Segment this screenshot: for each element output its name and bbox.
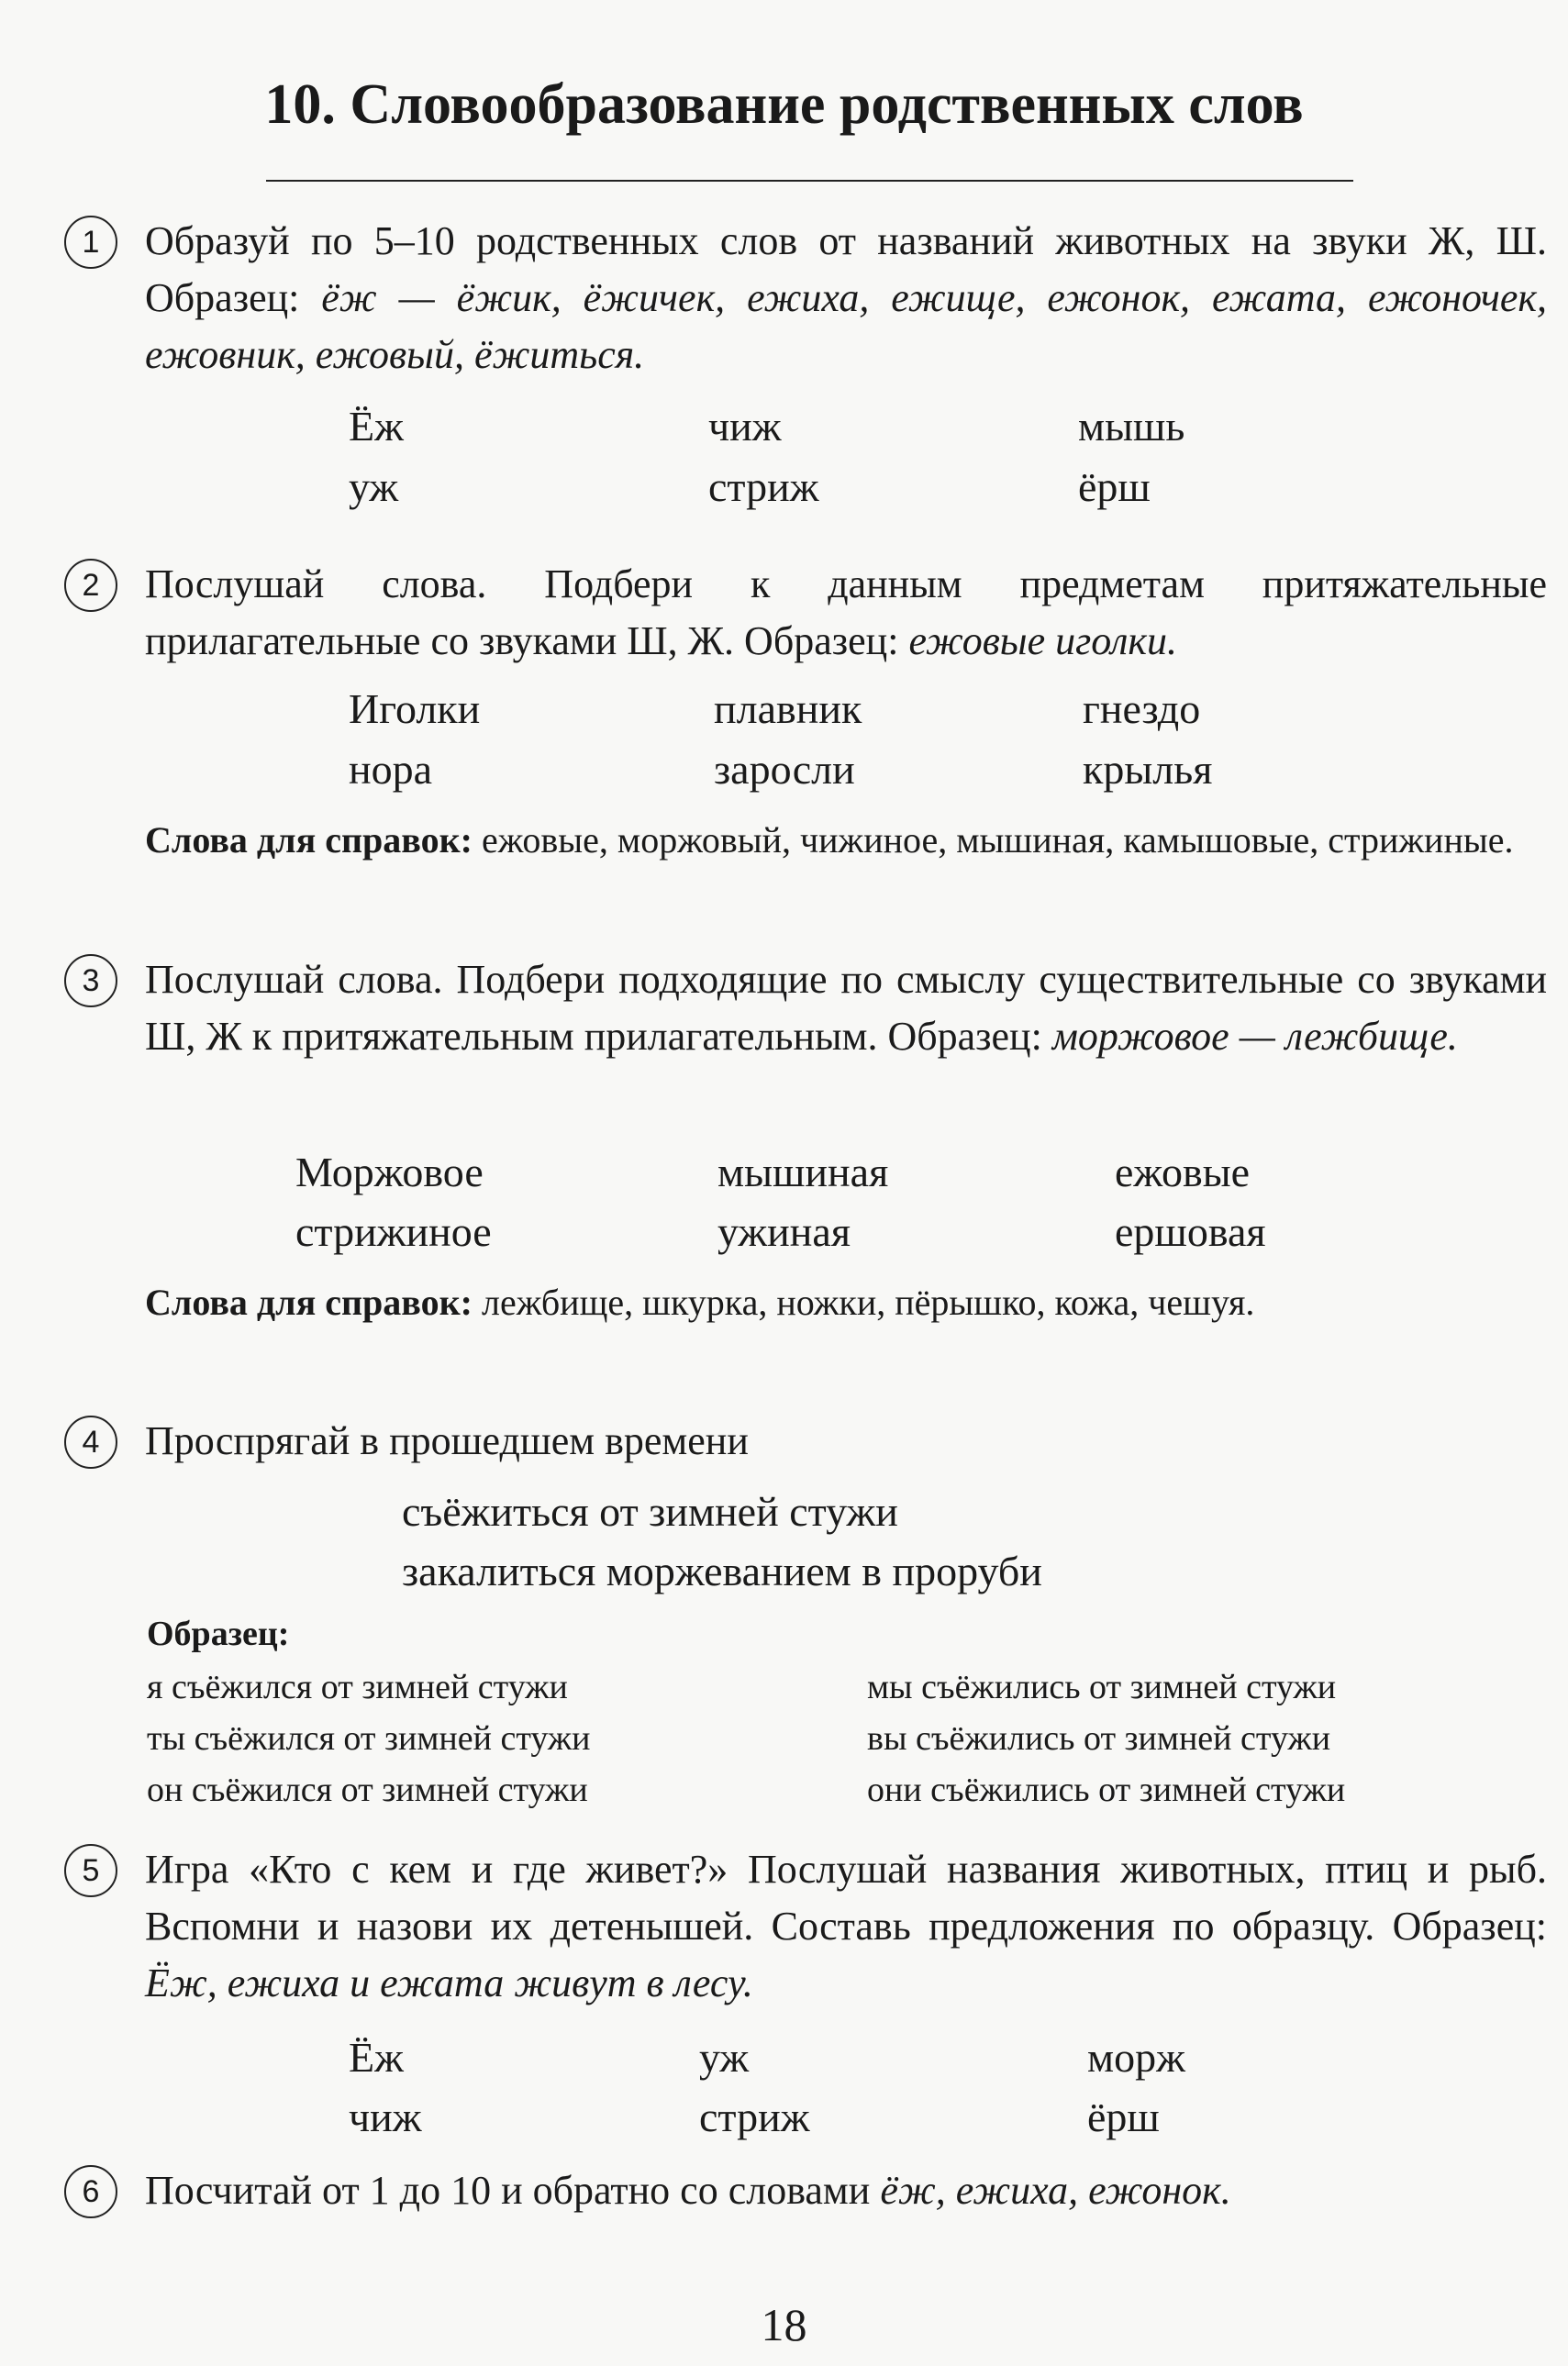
task-2-word: крылья xyxy=(1083,746,1213,793)
task-2-word: Иголки xyxy=(349,685,481,732)
task-5-instruction: Игра «Кто с кем и где живет?» Послушай названия животных, птиц и рыб. Вспомни и назови их детенышей. Составь предложения по образцу. Образец: xyxy=(145,1847,1547,1949)
reference-label: Слова для справок: xyxy=(145,819,473,861)
task-3-example: моржовое — лежбище. xyxy=(1051,1014,1458,1059)
task-3-text xyxy=(145,951,1547,1065)
task-2-instruction: Послушай слова. Подбери к данным предметам притяжательные прилагательные со звуками Ш, Ж. Образец: xyxy=(145,561,1547,663)
task-5-word: уж xyxy=(699,2034,750,2081)
task-4-sample-label: Образец: xyxy=(147,1615,290,1653)
task-5-word: ёрш xyxy=(1087,2094,1160,2140)
task-3-word: стрижиное xyxy=(295,1208,492,1255)
task-2-reference xyxy=(145,815,1547,866)
task-2-word: нора xyxy=(349,746,433,793)
task-2-word: гнездо xyxy=(1083,685,1201,732)
task-3-reference xyxy=(145,1277,1547,1328)
task-2-word: заросли xyxy=(714,746,855,793)
task-4-phrase: съёжиться от зимней стужи xyxy=(402,1488,898,1535)
page-title: 10. Словообразование родственных слов xyxy=(264,73,1304,136)
task-3-word: ершовая xyxy=(1115,1208,1266,1255)
task-6-text xyxy=(145,2162,1547,2219)
task-2-text xyxy=(145,556,1547,670)
task-4-sample-line: ты съёжился от зимней стужи xyxy=(147,1719,591,1758)
task-4-sample-line: мы съёжились от зимней стужи xyxy=(867,1668,1337,1706)
task-4-sample-line: он съёжился от зимней стужи xyxy=(147,1771,588,1809)
task-1-example: ёж — ёжик, ёжичек, ежиха, ежище, ежонок, ежата, ежоночек, ежовник, ежовый, ёжиться. xyxy=(145,275,1548,377)
task-3-word: ежовые xyxy=(1115,1149,1251,1195)
task-2-word: плавник xyxy=(714,685,862,732)
task-1-text xyxy=(145,213,1547,383)
task-4-sample-line: я съёжился от зимней стужи xyxy=(147,1668,568,1706)
task-5-example: Ёж, ежиха и ежата живут в лесу. xyxy=(145,1961,753,2005)
task-5-word: Ёж xyxy=(349,2034,404,2081)
reference-words: ежовые, моржовый, чижиное, мышиная, камышовые, стрижиные. xyxy=(473,819,1514,861)
task-2-example: ежовые иголки. xyxy=(908,618,1177,663)
task-number-6: 6 xyxy=(64,2165,117,2218)
task-4-sample-line: они съёжились от зимней стужи xyxy=(867,1771,1346,1809)
task-5-word: стриж xyxy=(699,2094,810,2140)
task-3-word: мышиная xyxy=(717,1149,889,1195)
task-4-text xyxy=(145,1413,1547,1470)
reference-label: Слова для справок: xyxy=(145,1282,473,1323)
reference-words: лежбище, шкурка, ножки, пёрышко, кожа, чешуя. xyxy=(473,1282,1255,1323)
task-1-word: чиж xyxy=(708,403,782,450)
task-4-sample-line: вы съёжились от зимней стужи xyxy=(867,1719,1331,1758)
task-1-word: Ёж xyxy=(349,403,404,450)
task-4-phrase: закалиться моржеванием в проруби xyxy=(402,1548,1042,1594)
task-5-word: морж xyxy=(1087,2034,1185,2081)
task-1-word: стриж xyxy=(708,463,819,510)
task-6-example: ёж, ежиха, ежонок. xyxy=(880,2168,1231,2213)
task-4-instruction: Проспрягай в прошедшем времени xyxy=(145,1418,749,1463)
task-5-word: чиж xyxy=(349,2094,422,2140)
task-3-word: ужиная xyxy=(717,1208,851,1255)
task-6-instruction: Посчитай от 1 до 10 и обратно со словами xyxy=(145,2168,881,2213)
task-1-word: мышь xyxy=(1078,403,1185,450)
task-number-4: 4 xyxy=(64,1416,117,1469)
task-number-2: 2 xyxy=(64,559,117,612)
page-number: 18 xyxy=(761,2299,807,2350)
title-underline xyxy=(266,180,1353,182)
task-number-1: 1 xyxy=(64,216,117,269)
task-5-text xyxy=(145,1841,1547,2012)
task-1-word: уж xyxy=(349,463,399,510)
task-1-word: ёрш xyxy=(1078,463,1151,510)
task-1-instruction: Образуй по 5–10 родственных слов от названий животных на звуки Ж, Ш. Образец: xyxy=(145,218,1547,320)
task-number-3: 3 xyxy=(64,954,117,1007)
task-3-word: Моржовое xyxy=(295,1149,484,1195)
task-number-5: 5 xyxy=(64,1844,117,1897)
task-3-instruction: Послушай слова. Подбери подходящие по смыслу существительные со звуками Ш, Ж к притяжательным прилагательным. Образец: xyxy=(145,957,1547,1059)
